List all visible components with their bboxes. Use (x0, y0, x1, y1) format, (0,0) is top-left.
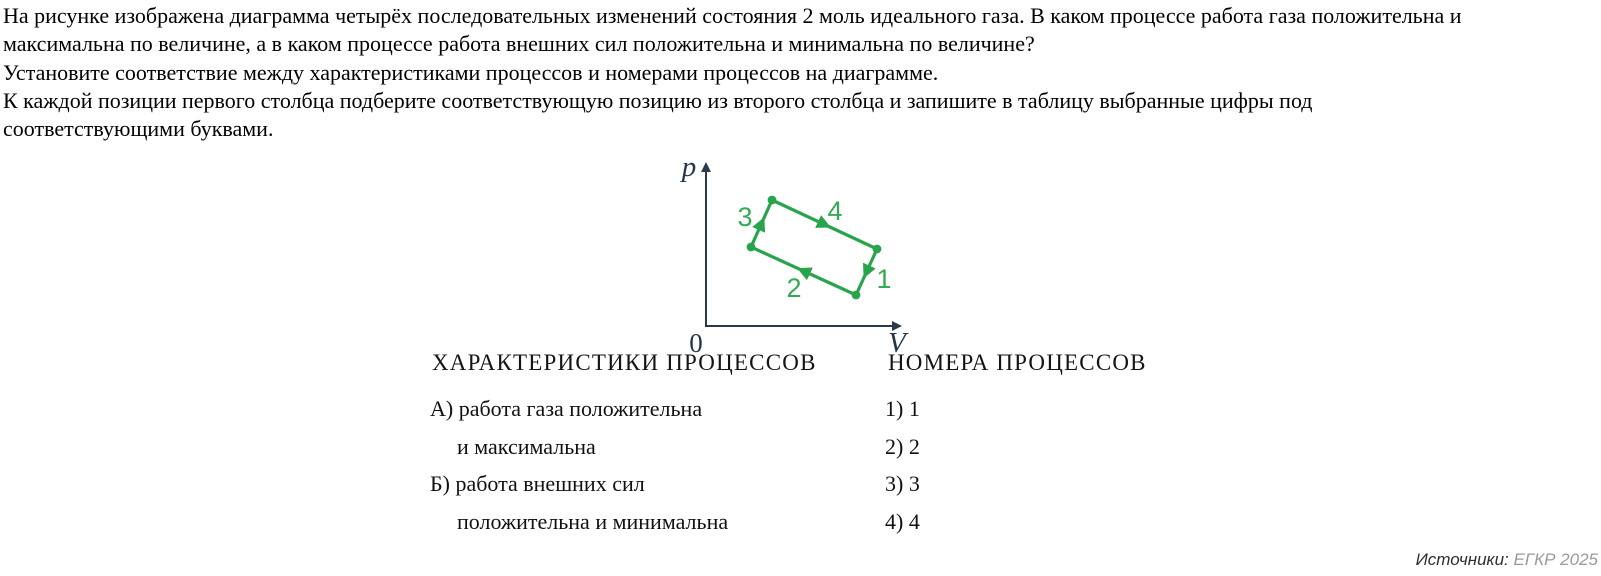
pv-diagram (650, 145, 920, 360)
question-text (3, 2, 1462, 143)
characteristic-item: Б) работа внешних сил (430, 471, 645, 496)
state-point (747, 243, 756, 252)
origin-label: 0 (689, 328, 703, 358)
characteristics-header: ХАРАКТЕРИСТИКИ ПРОЦЕССОВ (432, 350, 817, 375)
numbers-column (885, 390, 920, 540)
state-point (852, 291, 861, 300)
characteristic-item: А) работа газа положительна (430, 396, 703, 421)
characteristic-item: и максимальна (457, 433, 596, 459)
cycle-edge-3 (751, 200, 772, 247)
cycle-edge-2 (751, 247, 856, 295)
source-note (1416, 550, 1598, 570)
cycle-edge-1 (856, 249, 877, 295)
process-label-4: 4 (827, 196, 843, 226)
v-axis-label: V (888, 327, 906, 359)
process-label-1: 1 (876, 264, 892, 294)
cycle-edge-4 (772, 200, 877, 249)
question-line: Установите соответствие между характеристиками процессов и номерами процессов на диаграмме. (3, 59, 939, 85)
source-label: Источники: (1415, 550, 1509, 569)
source-value: ЕГКР 2025 (1513, 550, 1598, 569)
number-item: 2) 2 (885, 433, 920, 459)
number-item: 4) 4 (885, 508, 920, 534)
characteristics-column (430, 390, 728, 540)
numbers-header: НОМЕРА ПРОЦЕССОВ (888, 350, 1147, 375)
state-point (873, 245, 882, 254)
question-line: соответствующими буквами. (3, 116, 274, 142)
number-item: 3) 3 (885, 471, 920, 496)
state-point (768, 196, 777, 205)
characteristic-item: положительна и минимальна (457, 508, 729, 534)
process-label-2: 2 (786, 273, 802, 303)
p-axis-label: p (681, 151, 697, 183)
question-line: На рисунке изображена диаграмма четырёх последовательных изменений состояния 2 моль идеального газа. В каком процессе работа газа положительна и (3, 3, 1462, 28)
question-line: К каждой позиции первого столбца подберите соответствующую позицию из второго столбца и запишите в таблицу выбранные цифры под (3, 87, 1313, 113)
number-item: 1) 1 (885, 396, 920, 421)
question-line: максимальна по величине, а в каком процессе работа внешних сил положительна и минимальна по величине? (3, 31, 1035, 57)
process-label-3: 3 (737, 202, 753, 232)
